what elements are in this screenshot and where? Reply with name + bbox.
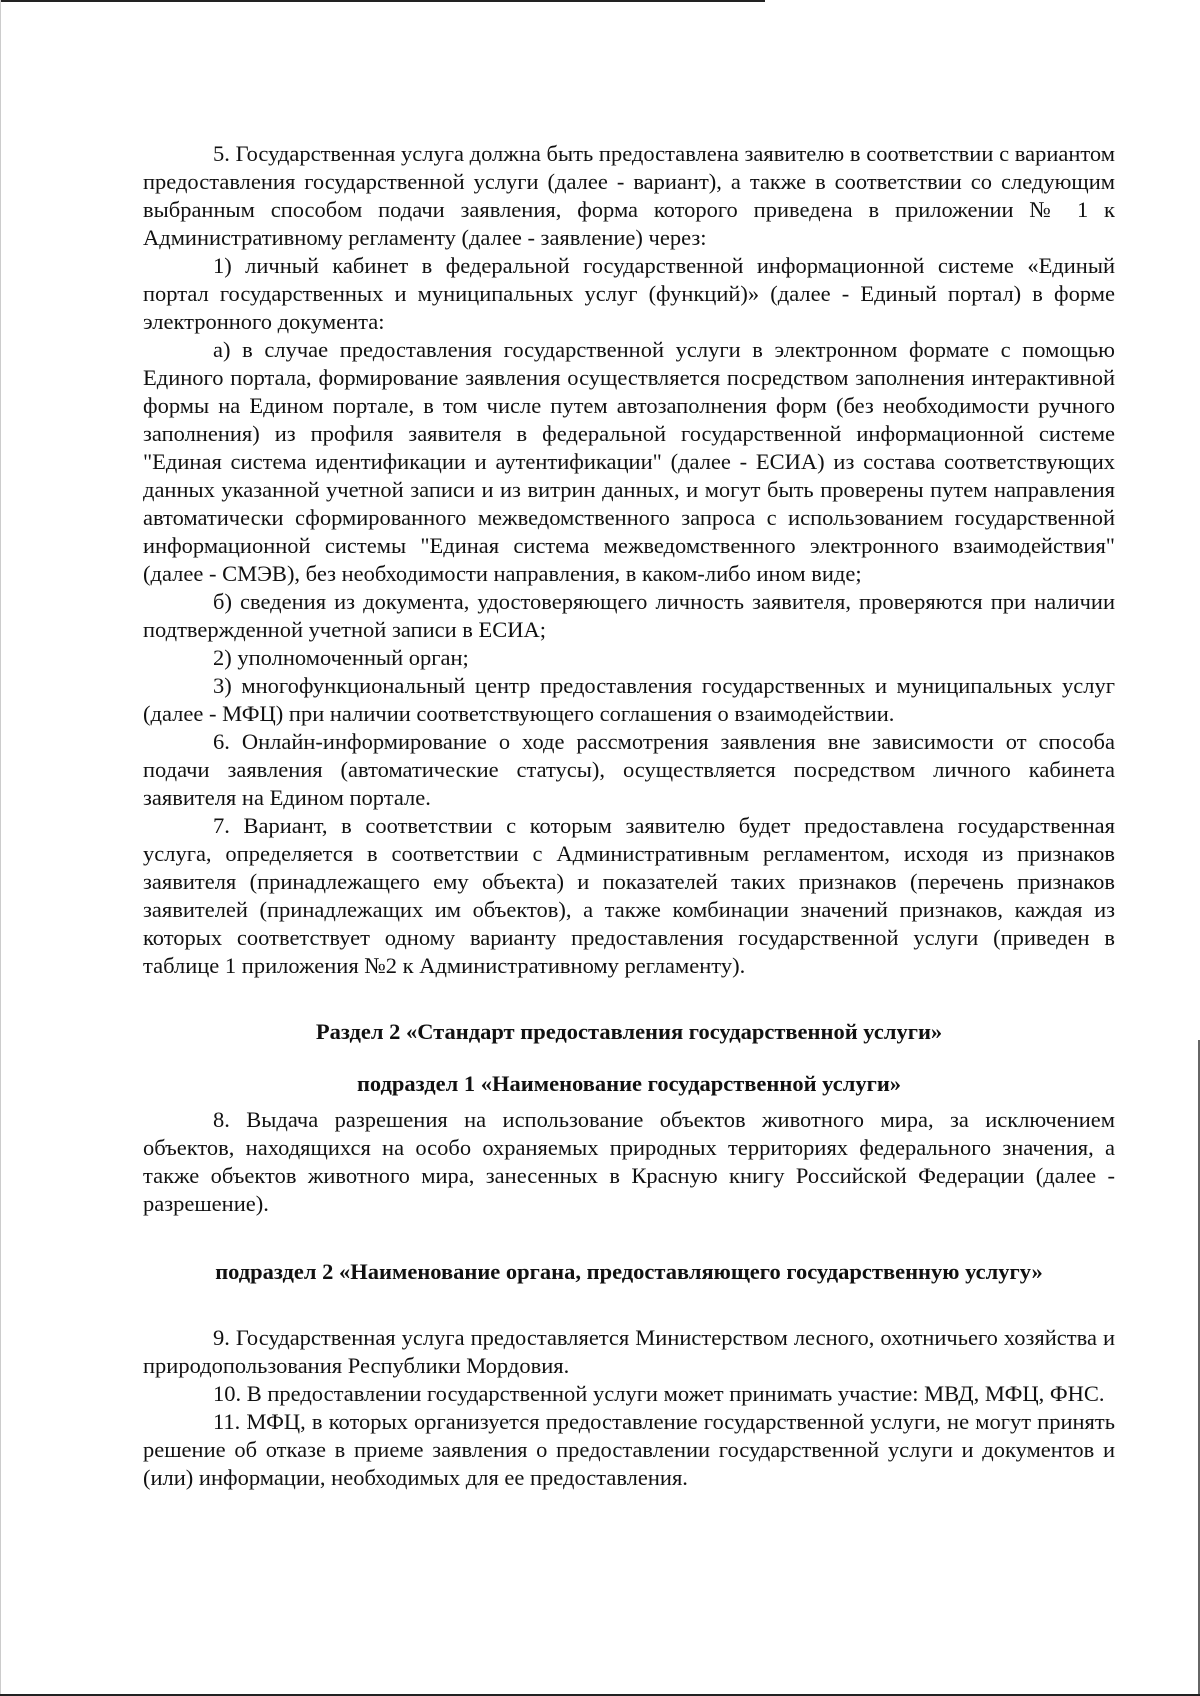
- paragraph-10: 10. В предоставлении государственной услуги может принимать участие: МВД, МФЦ, ФНС.: [213, 1381, 1105, 1406]
- scan-edge-left: [0, 0, 1, 1696]
- paragraph-5-item-1a: а) в случае предоставления государственной услуги в электронном формате с помощью Единого портала, формирование заявления осуществляется посредством заполнения интерактивной формы на Едином портале, в том числе путем автозаполнения форм (без необходимости ручного заполнения) из профиля заявителя в федеральной государственной информационной системе "Единая система идентификации и аутентификации" (далее - ЕСИА) из состава соответствующих данных указанной учетной записи и из витрин данных, и могут быть проверены путем направления автоматически сформированного межведомственного запроса с использованием государственной информационной системы "Единая система межведомственного электронного взаимодействия" (далее - СМЭВ), без необходимости направления, в каком-либо ином виде;: [143, 337, 1115, 586]
- paragraph-8: 8. Выдача разрешения на использование объектов животного мира, за исключением объектов, находящихся на особо охраняемых природных территориях федерального значения, а также объектов животного мира, занесенных в Красную книгу Российской Федерации (далее - разрешение).: [143, 1107, 1115, 1216]
- subsection-2-heading: подраздел 2 «Наименование органа, предоставляющего государственную услугу»: [215, 1259, 1043, 1284]
- subsection-1-heading: подраздел 1 «Наименование государственной услуги»: [356, 1071, 902, 1096]
- paragraph-5-item-1b: б) сведения из документа, удостоверяющего личность заявителя, проверяются при наличии подтвержденной учетной записи в ЕСИА;: [143, 589, 1115, 642]
- document-body: [143, 140, 1115, 1492]
- paragraph-5-item-3: 3) многофункциональный центр предоставления государственных и муниципальных услуг (далее - МФЦ) при наличии соответствующего соглашения о взаимодействии.: [143, 673, 1115, 726]
- paragraph-5-item-1: 1) личный кабинет в федеральной государственной информационной системе «Единый портал государственных и муниципальных услуг (функций)» (далее - Единый портал) в форме электронного документа:: [143, 253, 1115, 334]
- paragraph-11: 11. МФЦ, в которых организуется предоставление государственной услуги, не могут принять решение об отказе в приеме заявления о предоставлении государственной услуги и документов и (или) информации, необходимых для ее предоставления.: [143, 1409, 1115, 1490]
- paragraph-9: 9. Государственная услуга предоставляется Министерством лесного, охотничьего хозяйства и природопользования Республики Мордовия.: [143, 1325, 1115, 1378]
- scan-edge-top: [0, 0, 765, 2]
- paragraph-5-item-2: 2) уполномоченный орган;: [213, 645, 469, 670]
- paragraph-5: 5. Государственная услуга должна быть предоставлена заявителю в соответствии с вариантом предоставления государственной услуги (далее - вариант), а также в соответствии со следующим выбранным способом подачи заявления, форма которого приведена в приложении № 1 к Административному регламенту (далее - заявление) через:: [143, 141, 1115, 250]
- paragraph-6: 6. Онлайн-информирование о ходе рассмотрения заявления вне зависимости от способа подачи заявления (автоматические статусы), осуществляется посредством личного кабинета заявителя на Едином портале.: [143, 729, 1115, 810]
- section-heading: Раздел 2 «Стандарт предоставления государственной услуги»: [315, 1019, 943, 1044]
- paragraph-7: 7. Вариант, в соответствии с которым заявителю будет предоставлена государственная услуга, определяется в соответствии с Административным регламентом, исходя из признаков заявителя (принадлежащего ему объекта) и показателей таких признаков (перечень признаков заявителей (принадлежащих им объектов), а также комбинации значений признаков, каждая из которых соответствует одному варианту предоставления государственной услуги (приведен в таблице 1 приложения №2 к Административному регламенту).: [143, 813, 1115, 978]
